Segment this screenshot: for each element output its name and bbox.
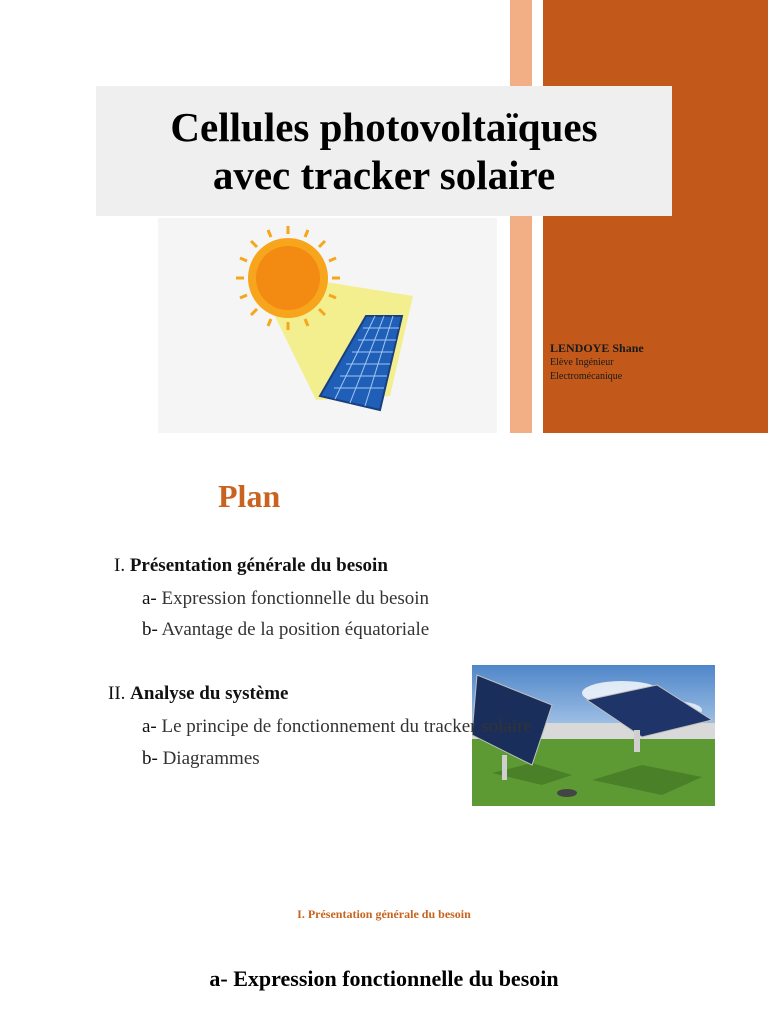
plan-section-1 [114,555,388,577]
item-text: Avantage de la position équatoriale [161,619,430,640]
item-text: Diagrammes [162,748,260,769]
decorative-stripe [510,0,532,433]
author-role: Elève Ingénieur [550,357,614,368]
page-title-line2: avec tracker solaire [212,152,556,198]
sun-panel-illustration [158,218,497,433]
title-box [96,86,672,216]
item-letter: b- [142,619,158,640]
plan-section-2 [108,683,289,705]
item-letter: a- [142,588,157,609]
page-title-line1: Cellules photovoltaïques [170,104,598,150]
plan-title: Plan [218,478,281,514]
subsection-title: Expression fonctionnelle du besoin [233,966,559,991]
author-specialty: Electromécanique [550,371,623,382]
subsection-heading [0,966,768,992]
item-letter: a- [142,716,157,737]
section-numeral: II. [108,683,126,704]
section-title: Analyse du système [130,683,289,704]
plan-item-2b [142,748,260,770]
section-title: Présentation générale du besoin [129,555,388,576]
plan-item-1a [142,588,429,610]
author-name: LENDOYE Shane [550,341,644,355]
item-letter: b- [142,748,158,769]
plan-item-1b [142,619,429,641]
section-heading: I. Présentation générale du besoin [297,907,471,921]
author-block [550,340,760,384]
plan-item-2a [142,716,532,738]
item-text: Le principe de fonctionnement du tracker solaire [161,716,532,737]
section-numeral: I. [114,555,126,576]
item-text: Expression fonctionnelle du besoin [161,588,430,609]
subsection-letter: a- [209,966,228,991]
